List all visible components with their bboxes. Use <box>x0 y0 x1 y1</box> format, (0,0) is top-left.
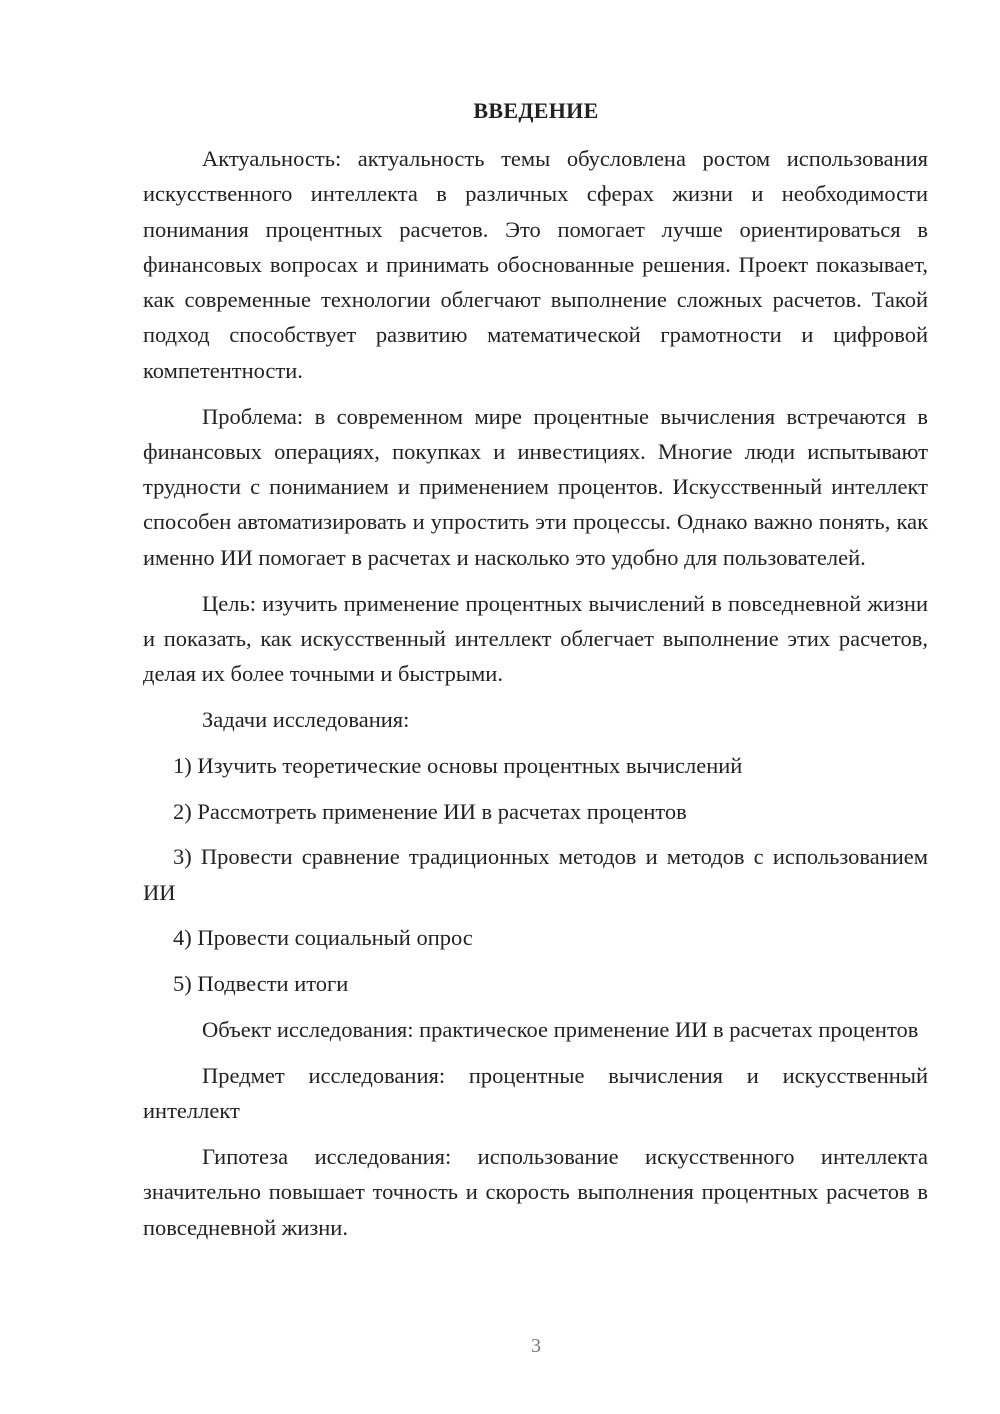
paragraph-hypothesis: Гипотеза исследования: использование искусственного интеллекта значительно повышает точность и скорость выполнения процентных расчетов в повседневной жизни. <box>143 1143 928 1240</box>
paragraph-relevance: Актуальность: актуальность темы обусловлена ростом использования искусственного интеллекта в различных сферах жизни и необходимости понимания процентных расчетов. Это помогает лучше ориентироваться в финансовых вопросах и принимать обоснованные решения. Проект показывает, как современные технологии облегчают выполнение сложных расчетов. Такой подход способствует развитию математической грамотности и цифровой компетентности. <box>143 146 928 383</box>
task-item-3: 3) Провести сравнение традиционных методов и методов с использованием ИИ <box>143 844 928 905</box>
paragraph-subject: Предмет исследования: процентные вычисления и искусственный интеллект <box>143 1062 928 1124</box>
document-body <box>143 141 928 1255</box>
task-item-4: 4) Провести социальный опрос <box>173 925 473 951</box>
task-item-1: 1) Изучить теоретические основы процентных вычислений <box>173 752 743 778</box>
paragraph-problem: Проблема: в современном мире процентные вычисления встречаются в финансовых операциях, покупках и инвестициях. Многие люди испытывают трудности с пониманием и применением процентов. Искусственный интеллект способен автоматизировать и упростить эти процессы. Однако важно понять, как именно ИИ помогает в расчетах и насколько это удобно для пользователей. <box>143 403 928 570</box>
paragraph-object: Объект исследования: практическое применение ИИ в расчетах процентов <box>202 1017 919 1043</box>
task-item-2: 2) Рассмотреть применение ИИ в расчетах процентов <box>173 798 687 824</box>
tasks-heading: Задачи исследования: <box>202 706 410 732</box>
page-title: ВВЕДЕНИЕ <box>473 98 599 123</box>
page-number: 3 <box>531 1335 541 1357</box>
paragraph-goal: Цель: изучить применение процентных вычислений в повседневной жизни и показать, как искусственный интеллект облегчает выполнение этих расчетов, делая их более точными и быстрыми. <box>143 590 928 687</box>
task-item-5: 5) Подвести итоги <box>173 971 349 997</box>
